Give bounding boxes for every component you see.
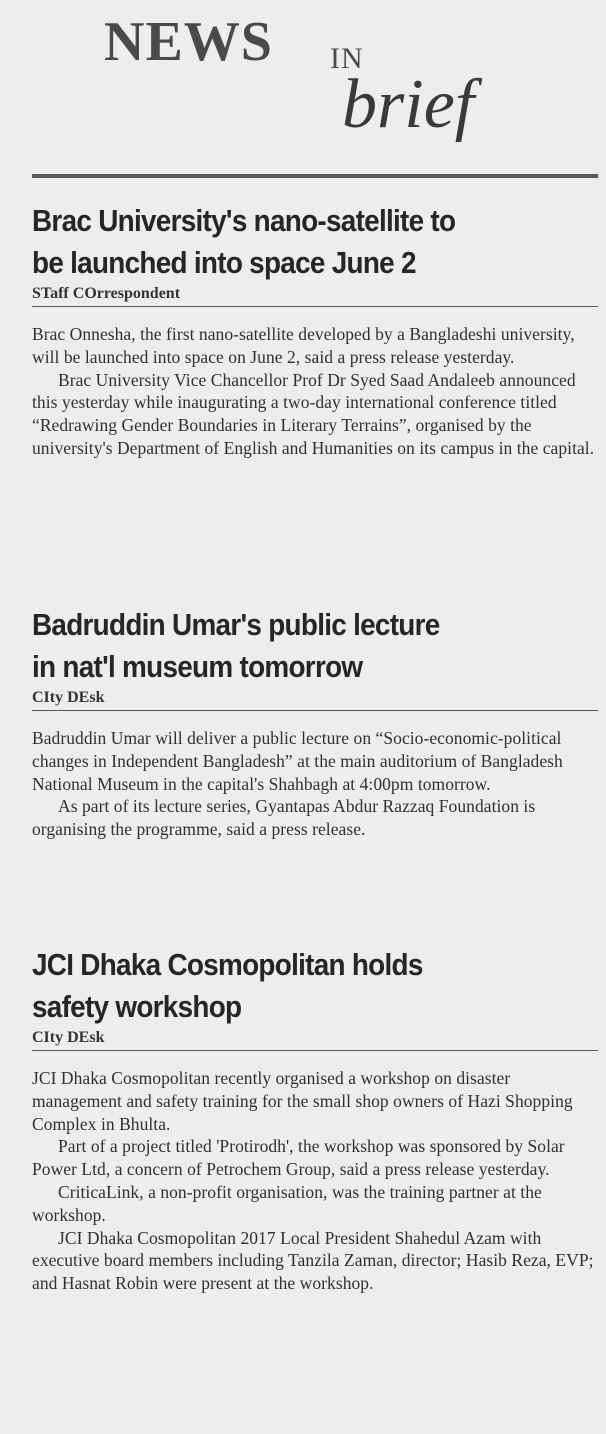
story-headline	[32, 200, 599, 284]
headline-line: Brac University's nano-satellite to	[32, 203, 456, 238]
story-paragraph: Part of a project titled 'Protirodh', the workshop was sponsored by Solar Power Ltd, a concern of Petrochem Group, said a press release yesterday.	[32, 1136, 565, 1180]
story-body	[32, 323, 598, 460]
headline-line: in nat'l museum tomorrow	[32, 649, 363, 684]
story-paragraph: JCI Dhaka Cosmopolitan 2017 Local President Shahedul Azam with executive board members including Tanzila Zaman, director; Hasib Reza, EVP; and Hasnat Robin were present at the workshop.	[32, 1227, 594, 1294]
story-paragraph: JCI Dhaka Cosmopolitan recently organised a workshop on disaster management and safety training for the small shop owners of Hazi Shopping Complex in Bhulta.	[32, 1068, 573, 1134]
story-headline	[32, 604, 599, 688]
headline-line: JCI Dhaka Cosmopolitan holds	[32, 947, 423, 982]
masthead	[0, 0, 606, 180]
story-nano-satellite	[32, 200, 598, 460]
story-byline: CIty DEsk	[32, 1028, 598, 1051]
story-body	[32, 1067, 598, 1295]
story-body	[32, 727, 598, 841]
masthead-in: IN	[330, 42, 364, 75]
story-byline: CIty DEsk	[32, 688, 598, 711]
story-safety-workshop	[32, 944, 598, 1295]
story-paragraph: CriticaLink, a non-profit organisation, was the training partner at the workshop.	[32, 1181, 542, 1225]
story-paragraph: Brac Onnesha, the first nano-satellite developed by a Bangladeshi university, will be launched into space on June 2, said a press release yesterday.	[32, 324, 575, 367]
story-headline	[32, 944, 599, 1028]
headline-line: Badruddin Umar's public lecture	[32, 607, 440, 642]
story-paragraph: Badruddin Umar will deliver a public lecture on “Socio-economic-political changes in Independent Bangladesh” at the main auditorium of Bangladesh National Museum in the capital's Shahbagh at 4:00pm tomorrow.	[32, 728, 563, 794]
headline-line: safety workshop	[32, 989, 242, 1024]
story-byline: STaff COrrespondent	[32, 284, 598, 307]
masthead-rule	[32, 174, 598, 178]
story-paragraph: As part of its lecture series, Gyantapas Abdur Razzaq Foundation is organising the programme, said a press release.	[32, 796, 536, 840]
story-public-lecture	[32, 604, 598, 841]
masthead-news: NEWS	[104, 11, 273, 73]
headline-line: be launched into space June 2	[32, 245, 416, 280]
masthead-brief: brief	[342, 66, 475, 143]
story-paragraph: Brac University Vice Chancellor Prof Dr Syed Saad Andaleeb announced this yesterday while inaugurating a two-day international conference titled “Redrawing Gender Boundaries in Literary Terrains”, organised by the university's Department of English and Humanities on its campus in the capital.	[32, 369, 595, 458]
